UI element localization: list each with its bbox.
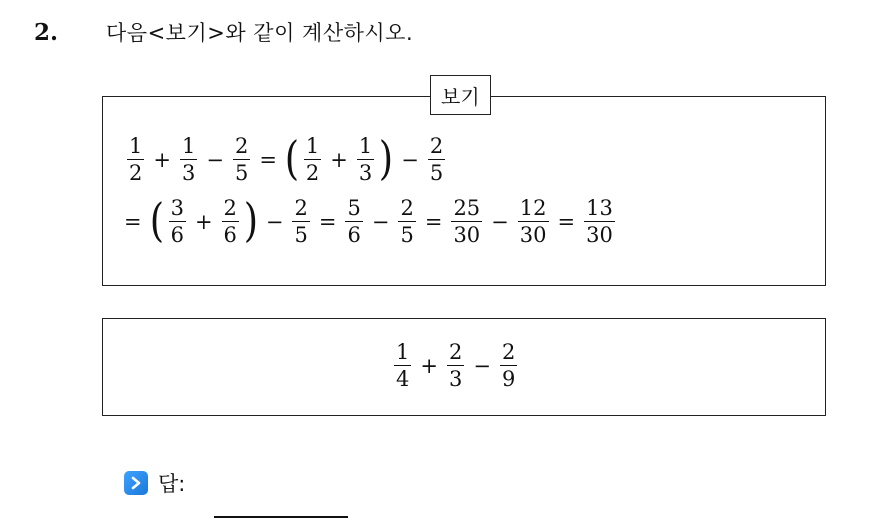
left-paren: ( bbox=[149, 193, 164, 247]
question-header bbox=[34, 14, 413, 50]
example-line-2 bbox=[124, 190, 618, 254]
equals: = bbox=[557, 210, 576, 234]
example-line-1 bbox=[124, 128, 448, 192]
fraction: $\frac{5}{6}$ bbox=[347, 196, 361, 247]
operator: + bbox=[420, 354, 438, 378]
fraction: $\frac{2}{5}$ bbox=[429, 134, 444, 185]
fraction: $\frac{1}{2}$ bbox=[305, 134, 320, 185]
left-paren: ( bbox=[284, 131, 300, 185]
operator: − bbox=[265, 210, 284, 234]
example-title: 보기 bbox=[430, 75, 491, 115]
answer-label: 답: bbox=[158, 472, 186, 496]
fraction: $\frac{2}{9}$ bbox=[501, 340, 516, 391]
equals: = bbox=[424, 210, 443, 234]
operator: + bbox=[194, 210, 213, 234]
fraction: $\frac{13}{30}$ bbox=[586, 196, 613, 247]
fraction: $\frac{2}{6}$ bbox=[223, 196, 237, 247]
operator: + bbox=[153, 148, 171, 172]
fraction: $\frac{1}{2}$ bbox=[129, 134, 143, 185]
operator: − bbox=[491, 210, 509, 234]
problem-expression bbox=[391, 334, 520, 398]
question-text: 다음<보기>와 같이 계산하시오. bbox=[106, 21, 414, 45]
equals: = bbox=[124, 210, 142, 234]
answer-row bbox=[124, 468, 185, 498]
fraction: $\frac{3}{6}$ bbox=[170, 196, 184, 247]
operator: − bbox=[371, 210, 390, 234]
answer-blank-line[interactable] bbox=[214, 516, 348, 518]
fraction: $\frac{2}{5}$ bbox=[294, 196, 308, 247]
operator: − bbox=[206, 148, 224, 172]
fraction: $\frac{12}{30}$ bbox=[519, 196, 547, 247]
fraction: $\frac{2}{5}$ bbox=[234, 134, 249, 185]
question-number: 2. bbox=[34, 18, 59, 46]
right-paren: ) bbox=[243, 193, 259, 247]
fraction: $\frac{2}{3}$ bbox=[448, 340, 463, 391]
operator: + bbox=[330, 148, 348, 172]
right-paren: ) bbox=[379, 131, 394, 185]
fraction: $\frac{1}{3}$ bbox=[181, 134, 196, 185]
operator: − bbox=[401, 148, 419, 172]
equals: = bbox=[318, 210, 337, 234]
fraction: $\frac{1}{3}$ bbox=[358, 134, 373, 185]
fraction: $\frac{2}{5}$ bbox=[400, 196, 414, 247]
fraction: $\frac{1}{4}$ bbox=[396, 340, 410, 391]
operator: − bbox=[473, 354, 491, 378]
fraction: $\frac{25}{30}$ bbox=[453, 196, 481, 247]
equals: = bbox=[259, 148, 277, 172]
chevron-right-icon bbox=[124, 471, 148, 495]
